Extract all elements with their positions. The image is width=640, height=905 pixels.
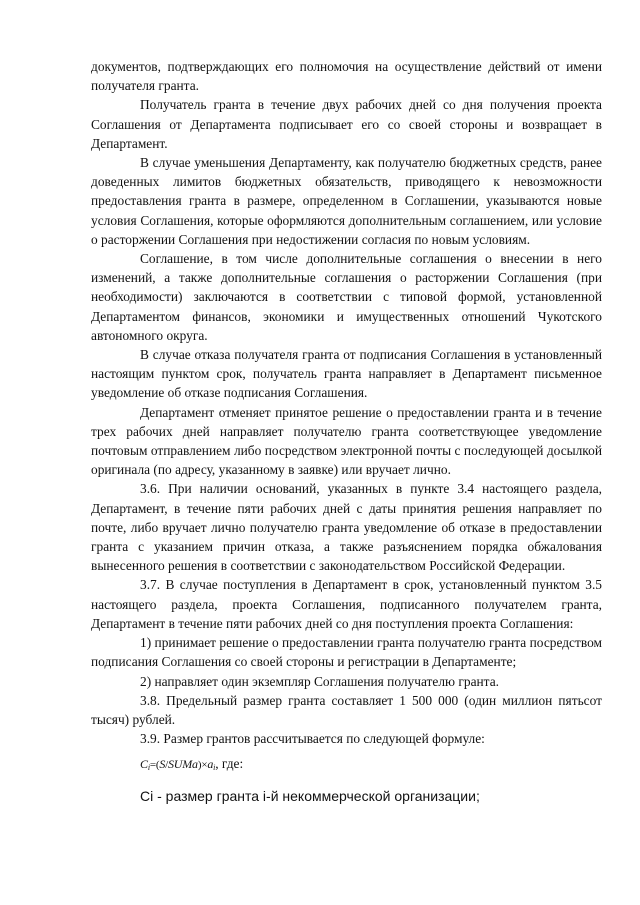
formula-close-paren: )	[197, 759, 202, 772]
formula-lhs: C	[140, 757, 148, 772]
formula-lhs-sub: i	[147, 763, 150, 773]
formula-suffix: , где:	[215, 756, 244, 772]
formula-slash: /	[165, 759, 168, 772]
formula-suma: SUMa	[167, 757, 198, 772]
document-page	[91, 57, 602, 806]
formula-line	[91, 750, 602, 778]
paragraph-3-9: 3.9. Размер грантов рассчитывается по следующей формуле:	[140, 731, 485, 747]
paragraph-agreement-form: Соглашение, в том числе дополнительные соглашения о внесении в него изменений, а также дополнительные соглашения о расторжении Соглашения (при необходимости) заключаются в соответствии с типовой формой, установленной Департаментом финансов, экономики и имущественных отношений Чукотского автономного округа.	[91, 251, 602, 343]
formula-a-sub: i	[213, 763, 216, 773]
paragraph-3-6: 3.6. При наличии оснований, указанных в пункте 3.4 настоящего раздела, Департамент, в течение пяти рабочих дней с даты принятия решения направляет по почте, либо вручает лично получателю гранта уведомление об отказе в предоставлении гранта с указанием причин отказа, а также разъяснением порядка обжалования вынесенного решения в соответствии с законодательством Российской Федерации.	[91, 481, 602, 574]
formula-s: S	[159, 757, 166, 772]
formula-a: a	[207, 757, 214, 772]
paragraph-3-7-item-2: 2) направляет один экземпляр Соглашения получателю гранта.	[140, 673, 499, 689]
paragraph-continuation: документов, подтверждающих его полномочия на осуществление действий от имени получателя гранта.	[91, 59, 602, 94]
paragraph-3-7: 3.7. В случае поступления в Департамент в срок, установленный пунктом 3.5 настоящего раздела, проекта Соглашения, подписанного получателем гранта, Департамент в течение пяти рабочих дней со дня поступления проекта Соглашения:	[91, 577, 602, 631]
paragraph-3-7-item-1: 1) принимает решение о предоставлении гранта получателю гранта посредством подписания Соглашения со своей стороны и регистрации в Департаменте;	[91, 635, 602, 670]
formula-times: ×	[201, 759, 208, 772]
paragraph-3-8: 3.8. Предельный размер гранта составляет 1 500 000 (один миллион пятьсот тысяч) рублей.	[91, 692, 602, 727]
paragraph-refusal: В случае отказа получателя гранта от подписания Соглашения в установленный настоящим пунктом срок, получатель гранта направляет в Департамент письменное уведомление об отказе подписания Соглашения.	[91, 347, 602, 401]
paragraph-signing: Получатель гранта в течение двух рабочих дней со дня получения проекта Соглашения от Департамента подписывает его со своей стороны и возвращает в Департамент.	[91, 97, 602, 151]
paragraph-cancellation: Департамент отменяет принятое решение о предоставлении гранта и в течение трех рабочих дней направляет получателю гранта соответствующее уведомление почтовым отправлением либо посредством электронной почты с последующей досылкой оригинала (по адресу, указанному в заявке) или вручает лично.	[91, 404, 602, 478]
formula-equals: =(	[149, 759, 160, 772]
grant-formula	[140, 750, 215, 782]
paragraph-budget-reduction: В случае уменьшения Департаменту, как получателю бюджетных средств, ранее доведенных лимитов бюджетных обязательств, приводящего к невозможности предоставления гранта в размере, определенном в Соглашении, указываются новые условия Соглашения, которые оформляются дополнительным соглашением, или условие о расторжении Соглашения при недостижении согласия по новым условиям.	[91, 155, 602, 247]
definition-ci: Ci - размер гранта i-й некоммерческой организации;	[140, 788, 480, 805]
